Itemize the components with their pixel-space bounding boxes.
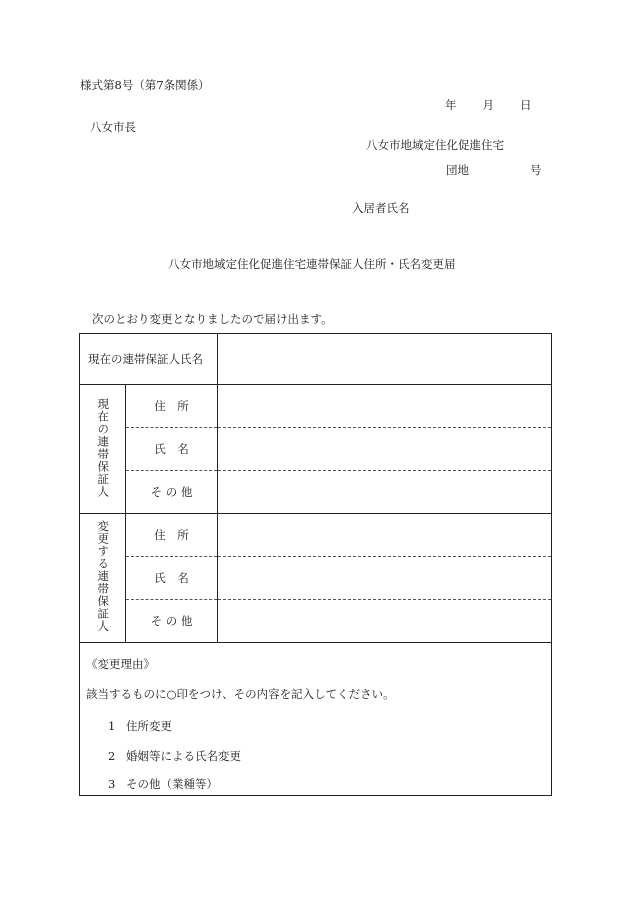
- new-address-label: [126, 514, 218, 557]
- current-other-text: そ の 他: [150, 485, 193, 499]
- current-guarantor-section-label: 現在の連帯保証人: [96, 397, 111, 498]
- date-line: [445, 100, 532, 112]
- reason-option-label: 婚姻等による氏名変更: [126, 749, 241, 763]
- form-table: [79, 333, 552, 796]
- current-name-field[interactable]: [218, 428, 552, 471]
- date-day-label: 日: [520, 98, 532, 112]
- reason-option-label: 住所変更: [126, 719, 172, 733]
- current-address-text: 住 所: [154, 399, 189, 413]
- new-other-field[interactable]: [218, 600, 552, 643]
- row-change-reason: [80, 643, 552, 796]
- current-name-text: 氏 名: [154, 442, 189, 456]
- new-address-field[interactable]: [218, 514, 552, 557]
- housing-name: 八女市地域定住化促進住宅: [366, 138, 504, 152]
- current-address-field[interactable]: [218, 385, 552, 428]
- row-new-address: [80, 514, 552, 557]
- current-guarantor-name-field[interactable]: [218, 334, 552, 385]
- reason-option-number: 1: [108, 719, 116, 733]
- row-current-address: [80, 385, 552, 428]
- reason-option-label: その他（業種等）: [126, 777, 218, 791]
- current-guarantor-section: [80, 385, 126, 514]
- new-other-text: そ の 他: [150, 614, 193, 628]
- row-new-other: [80, 600, 552, 643]
- row-current-other: [80, 471, 552, 514]
- new-name-label: [126, 557, 218, 600]
- row-current-name: [80, 428, 552, 471]
- reason-option-1[interactable]: [108, 721, 172, 733]
- addressee: 八女市長: [90, 120, 136, 134]
- danchi-label: 団地: [446, 163, 469, 177]
- new-guarantor-section: [80, 514, 126, 643]
- reason-option-3[interactable]: [108, 779, 218, 791]
- tenant-name-label: 入居者氏名: [352, 201, 410, 215]
- change-reason-heading: 《変更理由》: [86, 657, 155, 671]
- current-other-label: [126, 471, 218, 514]
- date-year-label: 年: [445, 98, 457, 112]
- date-month-label: 月: [482, 98, 494, 112]
- current-address-label: [126, 385, 218, 428]
- change-reason-cell: [80, 643, 552, 796]
- new-name-field[interactable]: [218, 557, 552, 600]
- row-new-name: [80, 557, 552, 600]
- reason-option-2[interactable]: [108, 751, 241, 763]
- new-guarantor-section-label: 変更する連帯保証人: [96, 520, 111, 633]
- current-guarantor-name-label: 現在の連帯保証人氏名: [80, 334, 218, 385]
- change-reason-box: [80, 643, 551, 795]
- reason-option-number: 2: [108, 749, 116, 763]
- current-other-field[interactable]: [218, 471, 552, 514]
- document-title: 八女市地域定住化促進住宅連帯保証人住所・氏名変更届: [168, 257, 456, 271]
- intro-text: 次のとおり変更となりましたので届け出ます。: [92, 312, 333, 326]
- new-name-text: 氏 名: [154, 571, 189, 585]
- go-label: 号: [530, 163, 542, 177]
- form-number: 様式第8号（第7条関係）: [80, 78, 210, 92]
- new-address-text: 住 所: [154, 528, 189, 542]
- new-other-label: [126, 600, 218, 643]
- row-current-guarantor-name: [80, 334, 552, 385]
- reason-option-number: 3: [108, 777, 116, 791]
- change-reason-instruction: 該当するものに○印をつけ、その内容を記入してください。: [86, 687, 395, 701]
- current-name-label: [126, 428, 218, 471]
